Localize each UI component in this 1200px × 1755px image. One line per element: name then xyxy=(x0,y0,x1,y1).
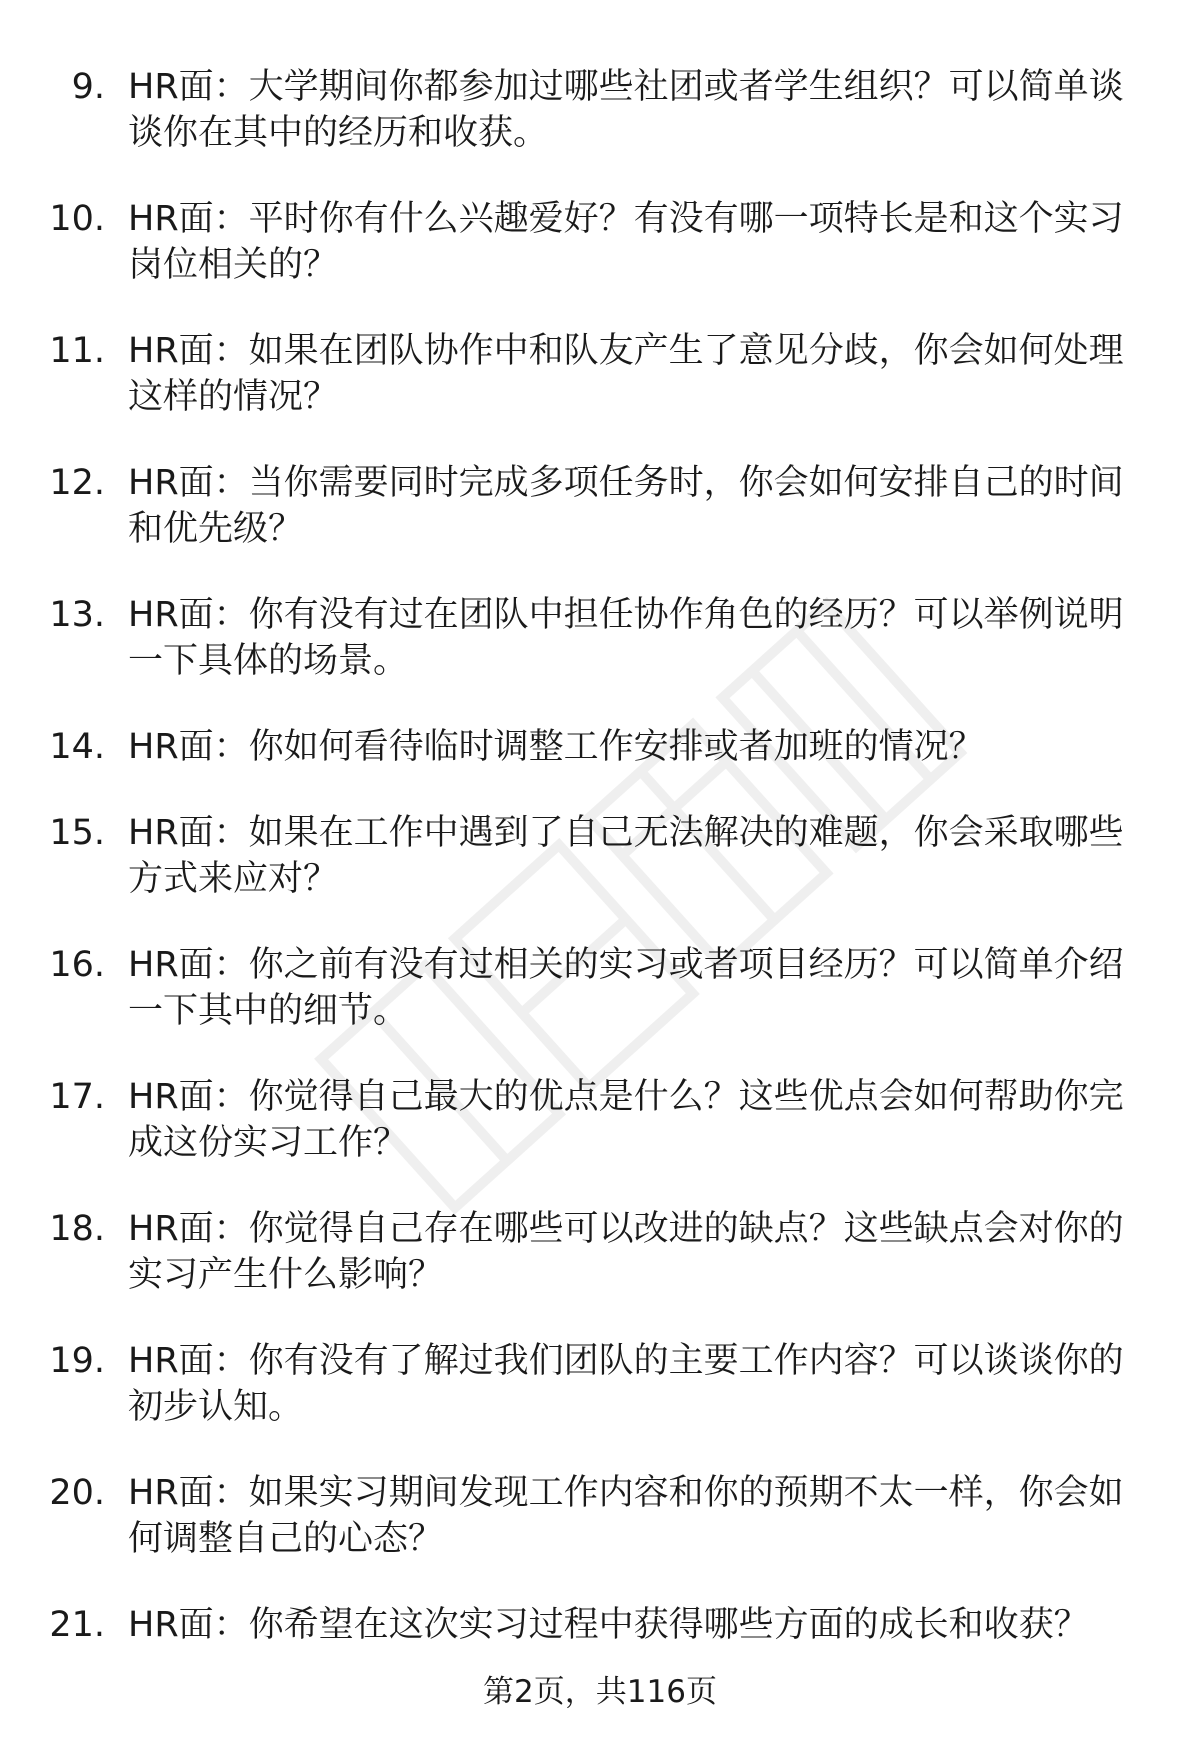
item-text: HR面：如果实习期间发现工作内容和你的预期不太一样，你会如何调整自己的心态？ xyxy=(128,1473,1124,1559)
question-list xyxy=(0,52,1200,1676)
item-number: 16. xyxy=(49,945,105,985)
list-item xyxy=(0,184,1200,316)
item-number: 17. xyxy=(49,1077,105,1117)
list-item xyxy=(0,316,1200,448)
item-text: HR面：你之前有没有过相关的实习或者项目经历？可以简单介绍一下其中的细节。 xyxy=(128,945,1124,1031)
item-text: HR面：如果在团队协作中和队友产生了意见分歧，你会如何处理这样的情况？ xyxy=(128,331,1124,417)
item-number: 10. xyxy=(49,199,105,239)
list-item xyxy=(0,1194,1200,1326)
item-number: 20. xyxy=(49,1473,105,1513)
list-item xyxy=(0,52,1200,184)
item-number: 11. xyxy=(49,331,105,371)
list-item xyxy=(0,712,1200,798)
item-text: HR面：你觉得自己最大的优点是什么？这些优点会如何帮助你完成这份实习工作？ xyxy=(128,1077,1124,1163)
list-item xyxy=(0,798,1200,930)
item-text: HR面：当你需要同时完成多项任务时，你会如何安排自己的时间和优先级？ xyxy=(128,463,1124,549)
item-text: HR面：你觉得自己存在哪些可以改进的缺点？这些缺点会对你的实习产生什么影响？ xyxy=(128,1209,1124,1295)
list-item xyxy=(0,448,1200,580)
item-number: 12. xyxy=(49,463,105,503)
list-item xyxy=(0,1326,1200,1458)
list-item xyxy=(0,1590,1200,1676)
list-item xyxy=(0,1062,1200,1194)
item-number: 14. xyxy=(49,727,105,767)
item-number: 18. xyxy=(49,1209,105,1249)
item-text: HR面：你希望在这次实习过程中获得哪些方面的成长和收获？ xyxy=(128,1605,1089,1645)
item-number: 15. xyxy=(49,813,105,853)
item-text: HR面：如果在工作中遇到了自己无法解决的难题，你会采取哪些方式来应对？ xyxy=(128,813,1124,899)
item-text: HR面：你如何看待临时调整工作安排或者加班的情况？ xyxy=(128,727,984,767)
item-text: HR面：你有没有了解过我们团队的主要工作内容？可以谈谈你的初步认知。 xyxy=(128,1341,1124,1427)
item-text: HR面：平时你有什么兴趣爱好？有没有哪一项特长是和这个实习岗位相关的？ xyxy=(128,199,1124,285)
item-text: HR面：你有没有过在团队中担任协作角色的经历？可以举例说明一下具体的场景。 xyxy=(128,595,1124,681)
item-number: 19. xyxy=(49,1341,105,1381)
page-footer: 第2页，共116页 xyxy=(483,1674,717,1710)
list-item xyxy=(0,1458,1200,1590)
item-number: 9. xyxy=(71,67,105,107)
list-item xyxy=(0,930,1200,1062)
list-item xyxy=(0,580,1200,712)
item-number: 21. xyxy=(49,1605,105,1645)
item-number: 13. xyxy=(49,595,105,635)
item-text: HR面：大学期间你都参加过哪些社团或者学生组织？可以简单谈谈你在其中的经历和收获。 xyxy=(128,67,1124,153)
